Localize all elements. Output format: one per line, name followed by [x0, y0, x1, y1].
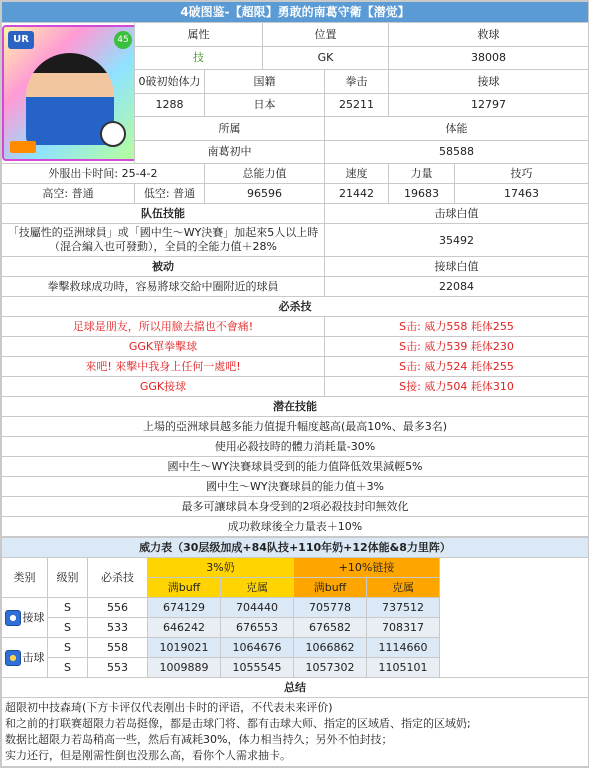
passive-text: 拳擊救球成功時，容易將球交給中圈附近的球員 — [2, 277, 325, 297]
pos-header: 位置 — [263, 23, 389, 47]
counter-header: 克属 — [367, 578, 440, 598]
value-cell: 1066862 — [294, 638, 367, 658]
skill-cell: 553 — [88, 658, 148, 678]
group-link-header: +10%链接 — [294, 558, 440, 578]
level-cell: S — [48, 638, 88, 658]
info-table — [1, 1, 589, 537]
value-cell: 1105101 — [367, 658, 440, 678]
counter-header: 克属 — [221, 578, 294, 598]
level-cell: S — [48, 618, 88, 638]
full-buff-header: 满buff — [148, 578, 221, 598]
catch-header: 救球 — [389, 23, 589, 47]
summary-header: 总结 — [2, 678, 589, 698]
receive-header: 接球 — [389, 70, 589, 94]
passive-header: 被动 — [2, 257, 325, 277]
value-cell: 737512 — [367, 598, 440, 618]
blank-cell — [440, 558, 589, 678]
total-value: 96596 — [205, 184, 325, 204]
power-table-header: 威力表（30层级加成+84队技+110年奶+12体能&8力里阵） — [2, 538, 589, 558]
team-skill-value-header: 击球白值 — [325, 204, 589, 224]
tech-value: 17463 — [455, 184, 589, 204]
team-header: 所属 — [135, 117, 325, 141]
team-skill-text: 「技屬性的亞洲球員」或「國中生～WY決賽」加起來5人以上時（混合編入也可發動），全員的全能力值＋28% — [2, 224, 325, 257]
rarity-badge: UR — [8, 31, 34, 49]
summary-line: 数据比超限力若岛稍高一些，然后有减耗30%，体力相当持久；另外不怕封技； — [5, 733, 393, 746]
tech-header: 技巧 — [455, 164, 589, 184]
catch-value: 38008 — [389, 46, 589, 70]
ball-icon — [100, 121, 126, 147]
attr-value: 技 — [135, 46, 263, 70]
value-cell: 676582 — [294, 618, 367, 638]
special-name: 來吧! 來擊中我身上任何一處吧! — [2, 357, 325, 377]
catch-icon — [5, 610, 21, 626]
special-name: GGK單拳擊球 — [2, 337, 325, 357]
page-title: 4破图鉴-【超限】勇敢的南葛守衛【潜觉】 — [2, 2, 589, 23]
value-cell: 705778 — [294, 598, 367, 618]
skill-cell: 556 — [88, 598, 148, 618]
passive-value: 22084 — [325, 277, 589, 297]
summary-line: 和之前的打联赛超限力若岛挺像，都是击球门将、都有击球大师、指定的区域盾、指定的区域奶; — [5, 717, 471, 730]
value-cell: 646242 — [148, 618, 221, 638]
level-col-header: 级别 — [48, 558, 88, 598]
potential-item: 國中生～WY決賽球員的能力值＋3% — [2, 477, 589, 497]
value-cell: 708317 — [367, 618, 440, 638]
total-header: 总能力值 — [205, 164, 325, 184]
phys-value: 58588 — [325, 140, 589, 164]
value-cell: 704440 — [221, 598, 294, 618]
value-cell: 676553 — [221, 618, 294, 638]
skill-cell: 558 — [88, 638, 148, 658]
type-col-header: 类别 — [2, 558, 48, 598]
summary-text — [2, 698, 589, 767]
speed-value: 21442 — [325, 184, 389, 204]
potential-item: 使用必殺技時的體力消耗量-30% — [2, 437, 589, 457]
skill-cell: 533 — [88, 618, 148, 638]
value-cell: 1019021 — [148, 638, 221, 658]
high-ball: 高空: 普通 — [2, 184, 135, 204]
team-value: 南葛初中 — [135, 140, 325, 164]
special-stat: S接: 威力504 耗体310 — [325, 377, 589, 397]
potential-item: 國中生～WY決賽球員受到的能力值降低效果減輕5% — [2, 457, 589, 477]
pos-value: GK — [263, 46, 389, 70]
stamina-value: 1288 — [135, 93, 205, 117]
punch-value: 25211 — [325, 93, 389, 117]
card-portrait — [2, 25, 135, 161]
type-punch — [2, 638, 48, 678]
low-ball: 低空: 普通 — [135, 184, 205, 204]
type-label: 接球 — [22, 611, 45, 624]
release-date: 外服出卡时间: 25-4-2 — [2, 164, 205, 184]
passive-value-header: 接球白值 — [325, 257, 589, 277]
card-portrait-cell — [2, 23, 135, 164]
special-name: GGK接球 — [2, 377, 325, 397]
power-header: 力量 — [389, 164, 455, 184]
speed-header: 速度 — [325, 164, 389, 184]
potential-item: 上場的亞洲球員越多能力值提升幅度越高(最高10%、最多3名) — [2, 417, 589, 437]
power-value: 19683 — [389, 184, 455, 204]
attr-header: 属性 — [135, 23, 263, 47]
phys-header: 体能 — [325, 117, 589, 141]
value-cell: 1055545 — [221, 658, 294, 678]
value-cell: 674129 — [148, 598, 221, 618]
team-skill-value: 35492 — [325, 224, 589, 257]
receive-value: 12797 — [389, 93, 589, 117]
special-stat: S击: 威力524 耗体255 — [325, 357, 589, 377]
summary-line: 超限初中技森琦(下方卡评仅代表刚出卡时的评语，不代表未来评价) — [5, 701, 333, 714]
level-badge: 45 — [114, 31, 132, 49]
team-skill-header: 队伍技能 — [2, 204, 325, 224]
full-buff-header: 满buff — [294, 578, 367, 598]
attribute-tag-icon — [10, 141, 36, 153]
level-cell: S — [48, 658, 88, 678]
type-receive — [2, 598, 48, 638]
value-cell: 1064676 — [221, 638, 294, 658]
value-cell: 1009889 — [148, 658, 221, 678]
value-cell: 1114660 — [367, 638, 440, 658]
punch-icon — [5, 650, 21, 666]
nation-header: 国籍 — [205, 70, 325, 94]
special-header: 必杀技 — [2, 297, 589, 317]
level-cell: S — [48, 598, 88, 618]
nation-value: 日本 — [205, 93, 325, 117]
value-cell: 1057302 — [294, 658, 367, 678]
summary-line: 实力还行，但是刚需性倒也没那么高，看你个人需求抽卡。 — [5, 749, 291, 762]
special-stat: S击: 威力539 耗体230 — [325, 337, 589, 357]
punch-header: 拳击 — [325, 70, 389, 94]
skill-col-header: 必杀技 — [88, 558, 148, 598]
potential-item: 最多可讓球員本身受到的2項必殺技封印無效化 — [2, 497, 589, 517]
special-stat: S击: 威力558 耗体255 — [325, 317, 589, 337]
power-table — [1, 537, 589, 767]
type-label: 击球 — [22, 651, 45, 664]
potential-header: 潜在技能 — [2, 397, 589, 417]
potential-item: 成功救球後全力量表＋10% — [2, 517, 589, 537]
special-name: 足球是朋友，所以用臉去擋也不會痛! — [2, 317, 325, 337]
group-milk-header: 3%奶 — [148, 558, 294, 578]
stamina-header: 0破初始体力 — [135, 70, 205, 94]
